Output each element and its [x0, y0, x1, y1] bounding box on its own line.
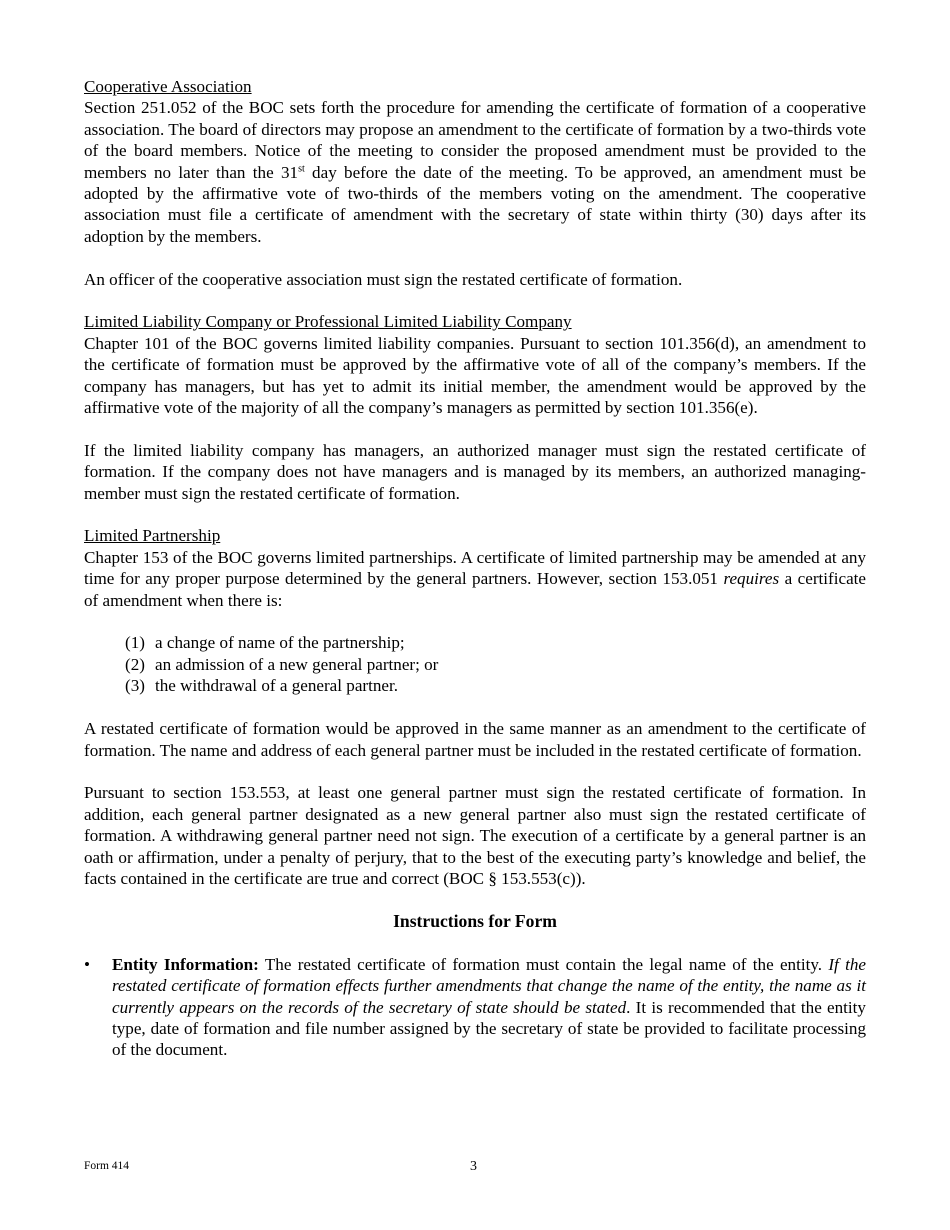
- lp-paragraph-2: A restated certificate of formation would be approved in the same manner as an amendment to the certificate of formation. The name and address of each general partner must be included in the restated certificate of formation.: [84, 719, 866, 760]
- coop-paragraph-1: Section 251.052 of the BOC sets forth the procedure for amending the certificate of formation of a cooperative association. The board of directors may propose an amendment to the certificate of formation by a two-thirds vote of the board members. Notice of the meeting to consider the proposed amendment must be provided to the members no later than the 31st day before the date of the meeting. To be approved, an amendment must be adopted by the affirmative vote of two-thirds of the members voting on the amendment. The cooperative association must file a certificate of amendment with the secretary of state within thirty (30) days after its adoption by the members.: [84, 98, 866, 246]
- document-page: [84, 76, 866, 1061]
- coop-heading: Cooperative Association: [84, 77, 252, 96]
- lp-paragraph-3: Pursuant to section 153.553, at least one general partner must sign the restated certificate of formation. In addition, each general partner designated as a new general partner also must sign the restated certificate of formation. A withdrawing general partner need not sign. The execution of a certificate by a general partner is an oath or affirmation, under a penalty of perjury, that to the best of the executing party’s knowledge and belief, the facts contained in the certificate are true and correct (BOC § 153.553(c)).: [84, 783, 866, 888]
- list-item: (3) the withdrawal of a general partner.: [125, 676, 399, 696]
- bullet-icon: •: [84, 954, 90, 974]
- entity-information-bullet: • Entity Information: The restated certificate of formation must contain the legal name of the entity. If the restated certificate of formation effects further amendments that change the name of the entity, the name as it currently appears on the records of the secretary of state should be stated. It is recommended that the entity type, date of formation and file number assigned by the secretary of state be provided to facilitate processing of the document.: [84, 954, 866, 1060]
- list-item: (1) a change of name of the partnership;: [125, 633, 405, 653]
- entity-information-label: Entity Information:: [112, 954, 259, 974]
- amendment-conditions-list: [84, 632, 866, 696]
- llc-paragraph-1: Chapter 101 of the BOC governs limited liability companies. Pursuant to section 101.356(d), an amendment to the certificate of formation must be approved by the affirmative vote of all of the company’s members. If the company has managers, but has yet to admit its initial member, the amendment would be approved by the affirmative vote of the majority of all the company’s managers as permitted by section 101.356(e).: [84, 333, 866, 418]
- list-item: (2) an admission of a new general partner; or: [125, 654, 439, 674]
- llc-paragraph-2: If the limited liability company has managers, an authorized manager must sign the restated certificate of formation. If the company does not have managers and is managed by its members, an authorized managing-member must sign the restated certificate of formation.: [84, 440, 866, 503]
- coop-paragraph-2: An officer of the cooperative association must sign the restated certificate of formation.: [84, 269, 683, 289]
- form-number-label: Form 414: [84, 1160, 130, 1172]
- lp-paragraph-1: Chapter 153 of the BOC governs limited partnerships. A certificate of limited partnership may be amended at any time for any proper purpose determined by the general partners. However, section 153.051 requires a certificate of amendment when there is:: [84, 547, 867, 610]
- page-number: 3: [470, 1159, 477, 1174]
- llc-heading: Limited Liability Company or Professional Limited Liability Company: [84, 312, 572, 332]
- lp-heading: Limited Partnership: [84, 526, 221, 546]
- instructions-title: Instructions for Form: [393, 911, 557, 932]
